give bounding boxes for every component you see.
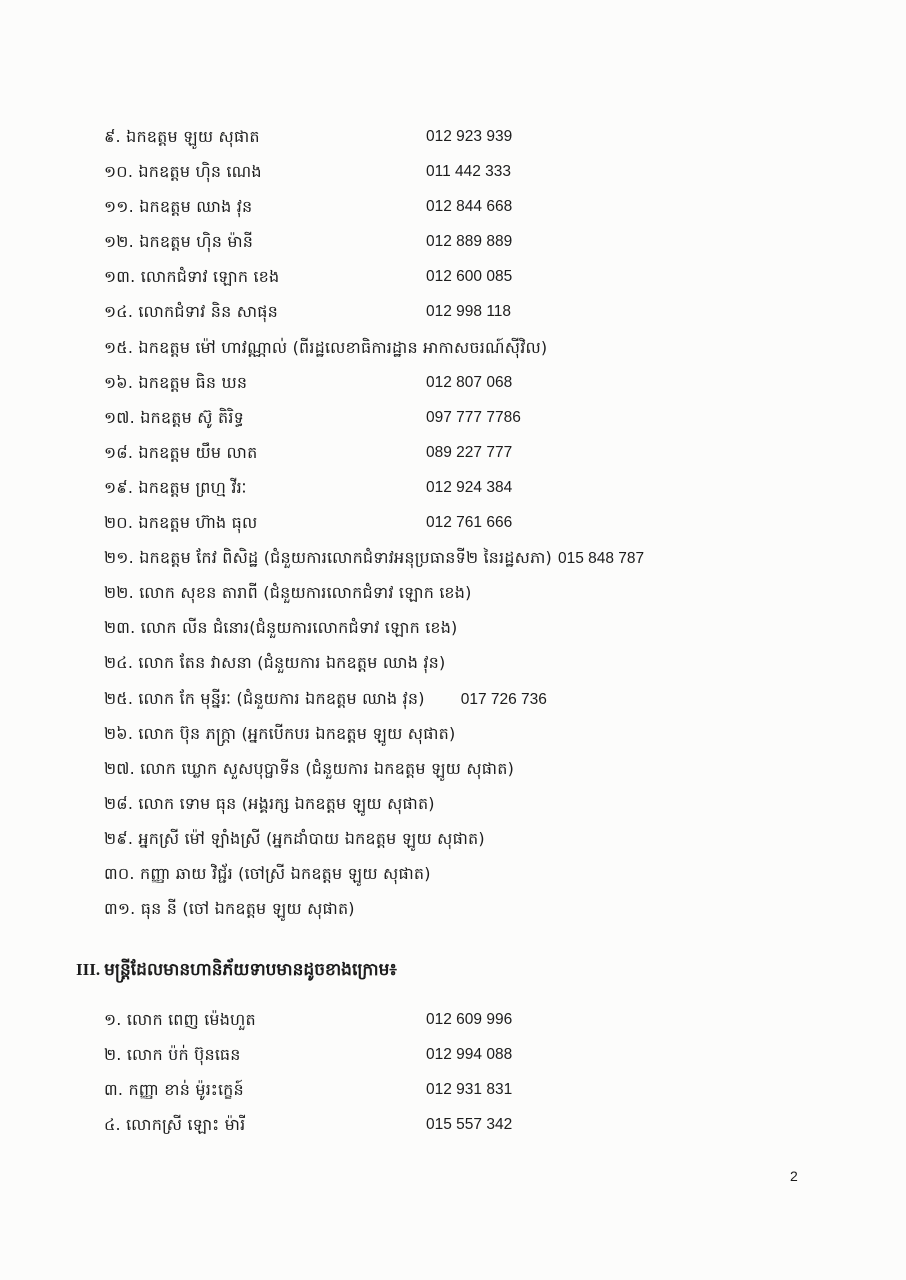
- list-item: [104, 505, 884, 540]
- list-item: [104, 189, 884, 224]
- contact-phone: 011 442 333: [426, 163, 512, 181]
- list-item: [104, 751, 884, 786]
- contact-label: ២៣. លោក លីន ជំនោរ(ជំនួយការលោកជំទាវ ឡោក ខេង): [104, 618, 458, 638]
- list-item: [104, 119, 884, 154]
- contact-label: ៣០. កញ្ញា ឆាយ វិជ្ជ័រ (ចៅស្រី ឯកឧត្តម ឡូយ សុផាត): [104, 863, 431, 883]
- contact-label: ៣១. ធុន នី (ចៅ ឯកឧត្តម ឡូយ សុផាត): [104, 899, 355, 919]
- contact-phone: 012 924 384: [426, 478, 513, 496]
- list-item: [104, 470, 884, 505]
- contact-phone: 012 998 118: [426, 303, 512, 321]
- contact-phone: 012 844 668: [426, 198, 513, 216]
- contact-label: ២. លោក ប៉ក់ ប៊ុនធេន: [104, 1045, 241, 1065]
- contact-label: ៣. កញ្ញា ខាន់ ម៉ូរះក្ខេន៍: [104, 1080, 244, 1100]
- contact-phone: 015 848 787: [557, 550, 645, 568]
- section-number: III.: [76, 960, 101, 979]
- list-item: [104, 1072, 884, 1107]
- contact-label: ១. លោក ពេញ ម៉េងហួត: [104, 1010, 256, 1029]
- list-item: [104, 365, 884, 400]
- contact-label: ៤. លោកស្រី ឡោះ ម៉ារី: [104, 1115, 246, 1135]
- list-item: [104, 435, 884, 470]
- contact-list-low-risk: [104, 1002, 884, 1142]
- contact-phone: 012 600 085: [426, 268, 513, 286]
- list-item: [104, 821, 884, 856]
- list-item: [104, 294, 884, 329]
- list-item: [104, 400, 884, 435]
- list-item: [104, 645, 884, 680]
- contact-label: ២៧. លោក ឃ្លោក សួសបុប្ផាទីន (ជំនួយការ ឯកឧត្តម ឡូយ សុផាត): [104, 758, 515, 778]
- list-item: [104, 681, 884, 716]
- contact-label: ១០. ឯកឧត្តម ហ៊ិន ណេង: [104, 162, 262, 182]
- list-item: [104, 891, 884, 926]
- contact-list-continued: [104, 119, 884, 926]
- contact-phone: 012 931 831: [426, 1081, 513, 1099]
- contact-label: ១៤. លោកជំទាវ និន សាផុន: [104, 302, 278, 322]
- list-item: [104, 610, 884, 645]
- contact-label: ១៣. លោកជំទាវ ឡោក ខេង: [104, 267, 280, 287]
- contact-label: ១៨. ឯកឧត្តម យឹម លាត: [104, 442, 258, 462]
- contact-label: ២៩. អ្នកស្រី ម៉ៅ ឡាំងស្រី (អ្នកដាំបាយ ឯកឧត្តម ឡូយ សុផាត): [104, 828, 485, 848]
- list-item: [104, 1002, 884, 1037]
- contact-phone: 089 227 777: [426, 443, 513, 461]
- contact-phone: 015 557 342: [426, 1116, 513, 1134]
- contact-phone: 012 609 996: [426, 1011, 513, 1028]
- list-item: [104, 1107, 884, 1142]
- contact-label: ១១. ឯកឧត្តម ឈាង វុន: [104, 197, 253, 217]
- contact-label: ១៥. ឯកឧត្តម ម៉ៅ ហាវណ្ណាល់ (ពីរដ្ឋលេខាធិការដ្ឋាន អាកាសចរណ៍ស៊ីវិល): [104, 337, 548, 357]
- contact-label: ២៤. លោក តែន វាសនា (ជំនួយការ ឯកឧត្តម ឈាង វុន): [104, 653, 446, 673]
- page-number: 2: [790, 1168, 798, 1184]
- contact-phone: 097 777 7786: [426, 408, 521, 426]
- contact-label: ១៩. ឯកឧត្តម ព្រហ្ម វីរៈ: [104, 477, 247, 497]
- list-item: [104, 540, 884, 575]
- list-item: [104, 259, 884, 294]
- contact-label: ១៧. ឯកឧត្តម ស៊ូ តិរិទ្ធ: [104, 407, 244, 427]
- contact-label: ២០. ឯកឧត្តម ហ៊ាង ធុល: [104, 513, 258, 533]
- contact-phone: 012 889 889: [426, 233, 513, 251]
- contact-phone: 012 994 088: [426, 1046, 513, 1064]
- list-item: [104, 856, 884, 891]
- contact-label: ២១. ឯកឧត្តម កែវ ពិសិដ្ឋ (ជំនួយការលោកជំទាវអនុប្រធានទី២ នៃរដ្ឋសភា): [104, 548, 552, 568]
- contact-label: ២៨. លោក ទោម ធុន (អង្គរក្ស ឯកឧត្តម ឡូយ សុផាត): [104, 793, 435, 813]
- contact-label: ២២. លោក សុខន តារាពី (ជំនួយការលោកជំទាវ ឡោក ខេង): [104, 583, 472, 603]
- list-item: [104, 154, 884, 189]
- contact-phone: 017 726 736: [460, 690, 547, 708]
- list-item: [104, 575, 884, 610]
- list-item: [104, 330, 884, 365]
- contact-label: ២៥. លោក កែ មុន្នីរៈ (ជំនួយការ ឯកឧត្តម ឈាង វុន): [104, 688, 425, 708]
- list-item: [104, 786, 884, 821]
- contact-label: ២៦. លោក ប៊ុន ភក្ត្រា (អ្នកបើកបរ ឯកឧត្តម ឡូយ សុផាត): [104, 723, 456, 743]
- list-item: [104, 1037, 884, 1072]
- contact-label: ៩. ឯកឧត្តម ឡូយ សុផាត: [104, 127, 260, 146]
- contact-phone: 012 807 068: [426, 373, 513, 391]
- contact-label: ១៦. ឯកឧត្តម ធិន ឃន: [104, 372, 248, 392]
- section-title: មន្ត្រីដែលមានហានិភ័យទាបមានដូចខាងក្រោម៖: [104, 960, 397, 980]
- contact-phone: 012 761 666: [426, 514, 513, 532]
- contact-phone: 012 923 939: [426, 128, 513, 145]
- list-item: [104, 716, 884, 751]
- section-heading: [76, 952, 397, 988]
- contact-label: ១២. ឯកឧត្តម ហ៊ិន ម៉ានី: [104, 232, 254, 252]
- list-item: [104, 224, 884, 259]
